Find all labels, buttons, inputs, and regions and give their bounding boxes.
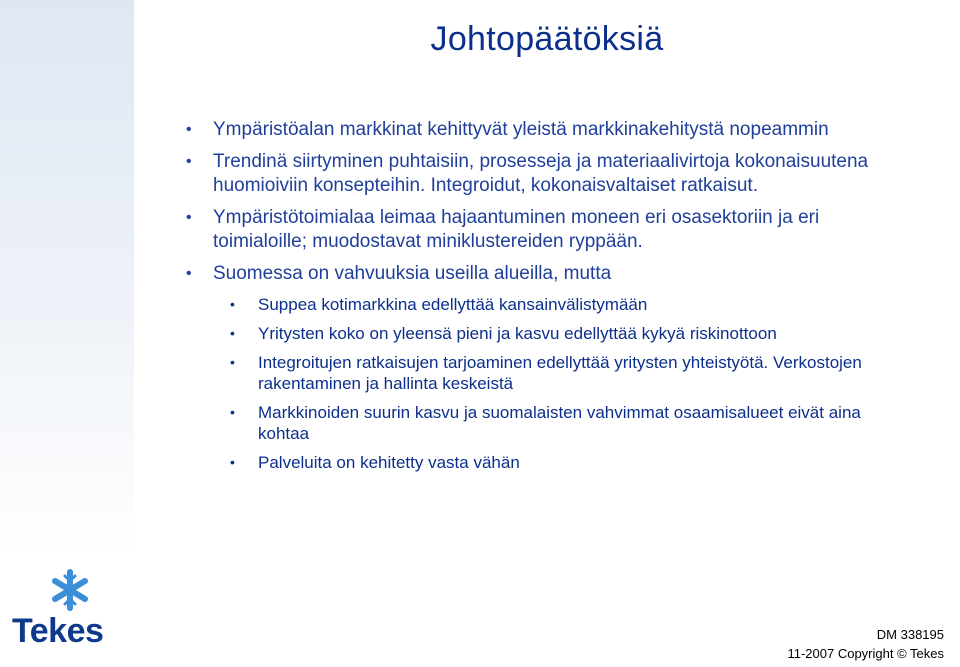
footer bbox=[787, 625, 944, 663]
sub-bullet-item: • Yritysten koko on yleensä pieni ja kasvu edellyttää kykyä riskinottoon bbox=[186, 323, 886, 344]
bullet-item: • Ympäristötoimialaa leimaa hajaantuminen moneen eri osasektoriin ja eri toimialoille; muodostavat miniklustereiden ryppään. bbox=[186, 206, 886, 254]
slide-title: Johtopäätöksiä bbox=[430, 20, 664, 58]
decorative-sidebar bbox=[0, 0, 134, 560]
copyright-text: 11-2007 Copyright © Tekes bbox=[787, 646, 944, 661]
bullet-item: • Suomessa on vahvuuksia useilla alueilla, mutta bbox=[186, 262, 886, 286]
sub-bullet-item: • Integroitujen ratkaisujen tarjoaminen edellyttää yritysten yhteistyötä. Verkostojen rakentaminen ja hallinta keskeistä bbox=[186, 352, 886, 394]
bullet-item: • Trendinä siirtyminen puhtaisiin, prosesseja ja materiaalivirtoja kokonaisuutena huomioiviin konsepteihin. Integroidut, kokonaisvaltaiset ratkaisut. bbox=[186, 150, 886, 198]
tekes-logo: Tekes bbox=[12, 612, 104, 650]
sub-bullet-item: • Markkinoiden suurin kasvu ja suomalaisten vahvimmat osaamisalueet eivät aina kohtaa bbox=[186, 402, 886, 444]
sub-bullet-item: • Palveluita on kehitetty vasta vähän bbox=[186, 452, 886, 473]
document-code: DM 338195 bbox=[876, 627, 944, 642]
sub-bullet-item: • Suppea kotimarkkina edellyttää kansainvälistymään bbox=[186, 294, 886, 315]
sub-bullet-list bbox=[186, 294, 886, 473]
slide-content bbox=[186, 118, 886, 481]
bullet-item: • Ympäristöalan markkinat kehittyvät yleistä markkinakehitystä nopeammin bbox=[186, 118, 886, 142]
